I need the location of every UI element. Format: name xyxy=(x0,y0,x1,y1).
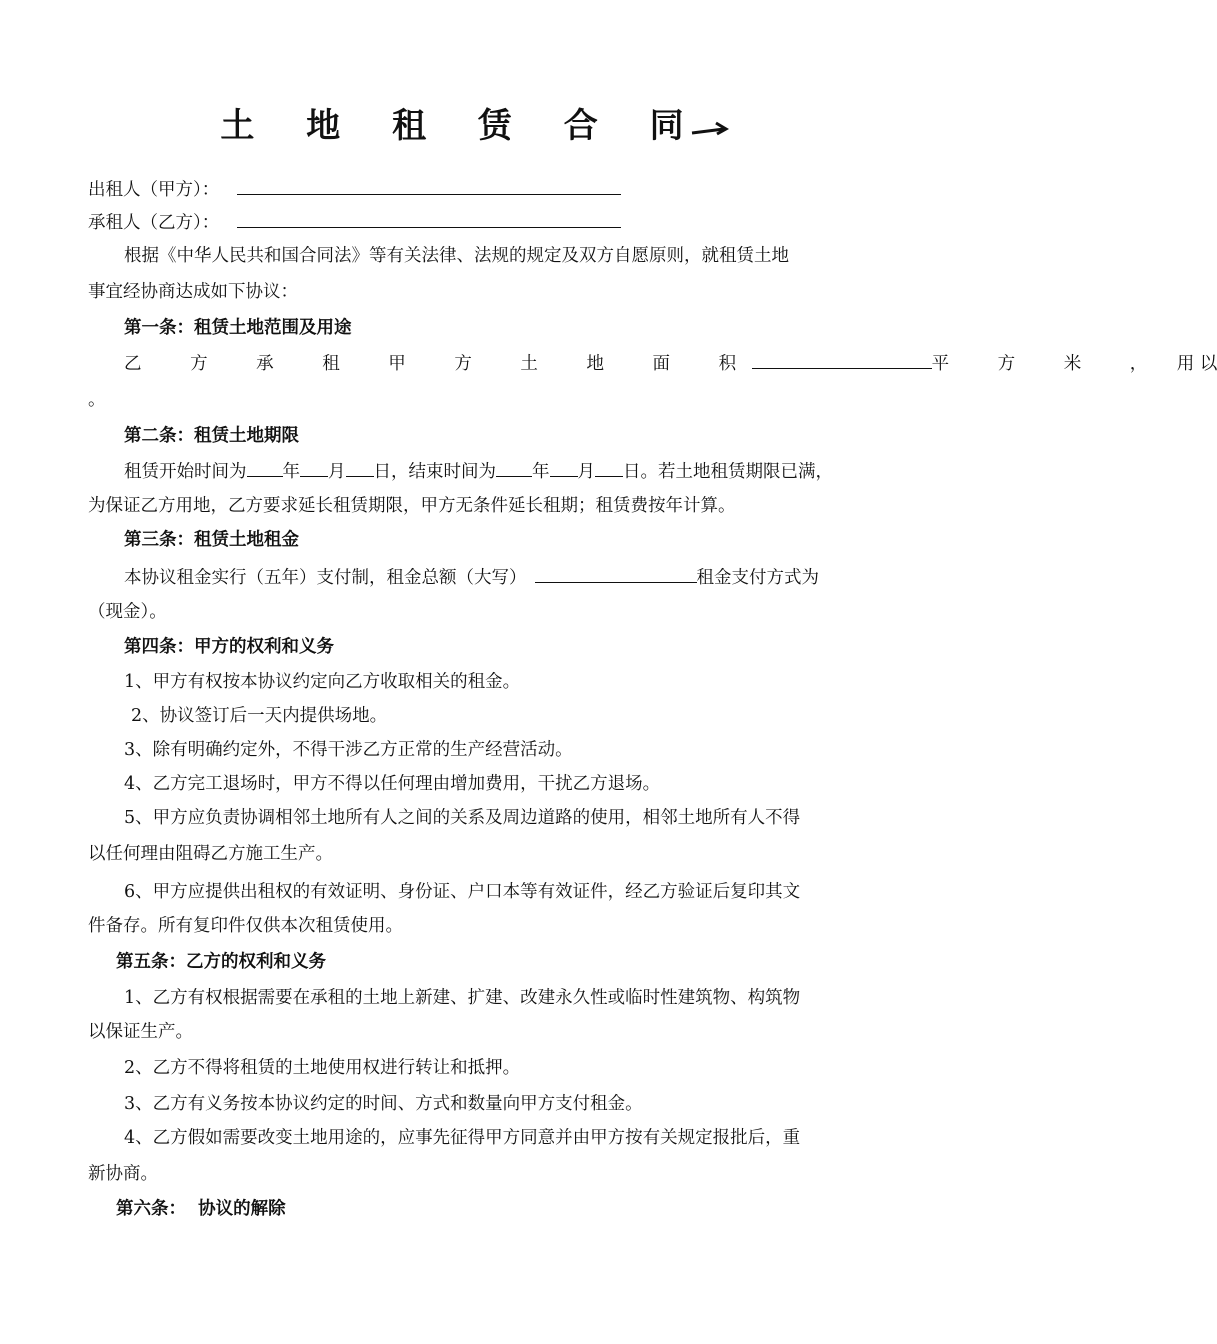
article-5-item-4-cont: 新协商。 xyxy=(88,1164,158,1184)
article-6-heading: 第六条： 协议的解除 xyxy=(116,1199,286,1219)
article-4-item-3: 3、除有明确约定外，不得干涉乙方正常的生产经营活动。 xyxy=(124,740,573,760)
end-day-blank[interactable] xyxy=(595,458,623,477)
start-month-blank[interactable] xyxy=(300,458,328,477)
start-day-blank[interactable] xyxy=(346,458,374,477)
article-1-end: 。 xyxy=(88,390,106,410)
article-2-heading: 第二条：租赁土地期限 xyxy=(124,426,299,446)
article-5-item-2: 2、乙方不得将租赁的土地使用权进行转让和抵押。 xyxy=(124,1058,521,1078)
article-1-text-a: 乙 方 承 租 甲 方 土 地 面 积 xyxy=(124,354,758,374)
document-title xyxy=(0,102,950,150)
article-4-item-6-cont: 件备存。所有复印件仅供本次租赁使用。 xyxy=(88,916,403,936)
lessee-label: 承租人（乙方）： xyxy=(88,213,220,233)
article-1-text-b: 平 方 米 ， xyxy=(931,354,1169,374)
article-4-item-5-cont: 以任何理由阻碍乙方施工生产。 xyxy=(88,844,333,864)
start-year-blank[interactable] xyxy=(247,458,283,477)
article-4-heading: 第四条：甲方的权利和义务 xyxy=(124,637,334,657)
lessor-blank[interactable] xyxy=(237,176,621,195)
start-year-unit: 年 xyxy=(282,462,300,482)
article-1-heading: 第一条：租赁土地范围及用途 xyxy=(124,318,352,338)
article-5-item-3: 3、乙方有义务按本协议约定的时间、方式和数量向甲方支付租金。 xyxy=(124,1094,643,1114)
lessee-line xyxy=(88,209,868,235)
rent-total-blank[interactable] xyxy=(535,564,697,583)
article-4-item-6: 6、甲方应提供出租权的有效证明、身份证、户口本等有效证件，经乙方验证后复印其文 xyxy=(124,882,801,902)
article-2-line-2: 为保证乙方用地，乙方要求延长租赁期限，甲方无条件延长租期；租赁费按年计算。 xyxy=(88,496,736,516)
land-area-blank[interactable] xyxy=(752,350,932,369)
article-3-heading: 第三条：租赁土地租金 xyxy=(124,530,299,550)
article-2-rest: 日。若土地租赁期限已满， xyxy=(623,462,833,482)
article-4-item-1: 1、甲方有权按本协议约定向乙方收取相关的租金。 xyxy=(124,672,521,692)
end-month-blank[interactable] xyxy=(550,458,578,477)
article-4-item-4: 4、乙方完工退场时，甲方不得以任何理由增加费用，干扰乙方退场。 xyxy=(124,774,661,794)
article-5-item-4: 4、乙方假如需要改变土地用途的，应事先征得甲方同意并由甲方按有关规定报批后，重 xyxy=(124,1128,801,1148)
article-1-line xyxy=(124,350,1217,376)
article-5-heading: 第五条：乙方的权利和义务 xyxy=(116,952,326,972)
end-year-unit: 年 xyxy=(532,462,550,482)
rent-total-label: 本协议租金实行（五年）支付制，租金总额（大写） xyxy=(124,568,527,588)
lessor-label: 出租人（甲方）： xyxy=(88,180,220,200)
article-4-item-5: 5、甲方应负责协调相邻土地所有人之间的关系及周边道路的使用，相邻土地所有人不得 xyxy=(124,808,801,828)
end-month-unit: 月 xyxy=(577,462,595,482)
article-1-text-c: 用 以 xyxy=(1176,354,1217,374)
end-year-blank[interactable] xyxy=(496,458,532,477)
title-text: 土 地 租 赁 合 同 xyxy=(220,106,704,146)
article-4-item-2: 2、协议签订后一天内提供场地。 xyxy=(131,706,388,726)
payment-method-label: 租金支付方式为 xyxy=(696,568,819,588)
lessor-line xyxy=(88,176,868,202)
intro-line-2: 事宜经协商达成如下协议： xyxy=(88,282,298,302)
article-3-line-1 xyxy=(124,564,904,590)
lessee-blank[interactable] xyxy=(237,209,621,228)
arrow-mark-icon xyxy=(690,117,730,139)
article-5-item-1-cont: 以保证生产。 xyxy=(88,1022,193,1042)
intro-line-1: 根据《中华人民共和国合同法》等有关法律、法规的规定及双方自愿原则，就租赁土地 xyxy=(124,246,789,266)
start-time-label: 租赁开始时间为 xyxy=(124,462,247,482)
start-month-unit: 月 xyxy=(328,462,346,482)
article-3-line-2: （现金）。 xyxy=(88,602,167,622)
article-5-item-1: 1、乙方有权根据需要在承租的土地上新建、扩建、改建永久性或临时性建筑物、构筑物 xyxy=(124,988,801,1008)
article-2-line-1 xyxy=(124,458,894,484)
end-time-label: 日，结束时间为 xyxy=(373,462,496,482)
